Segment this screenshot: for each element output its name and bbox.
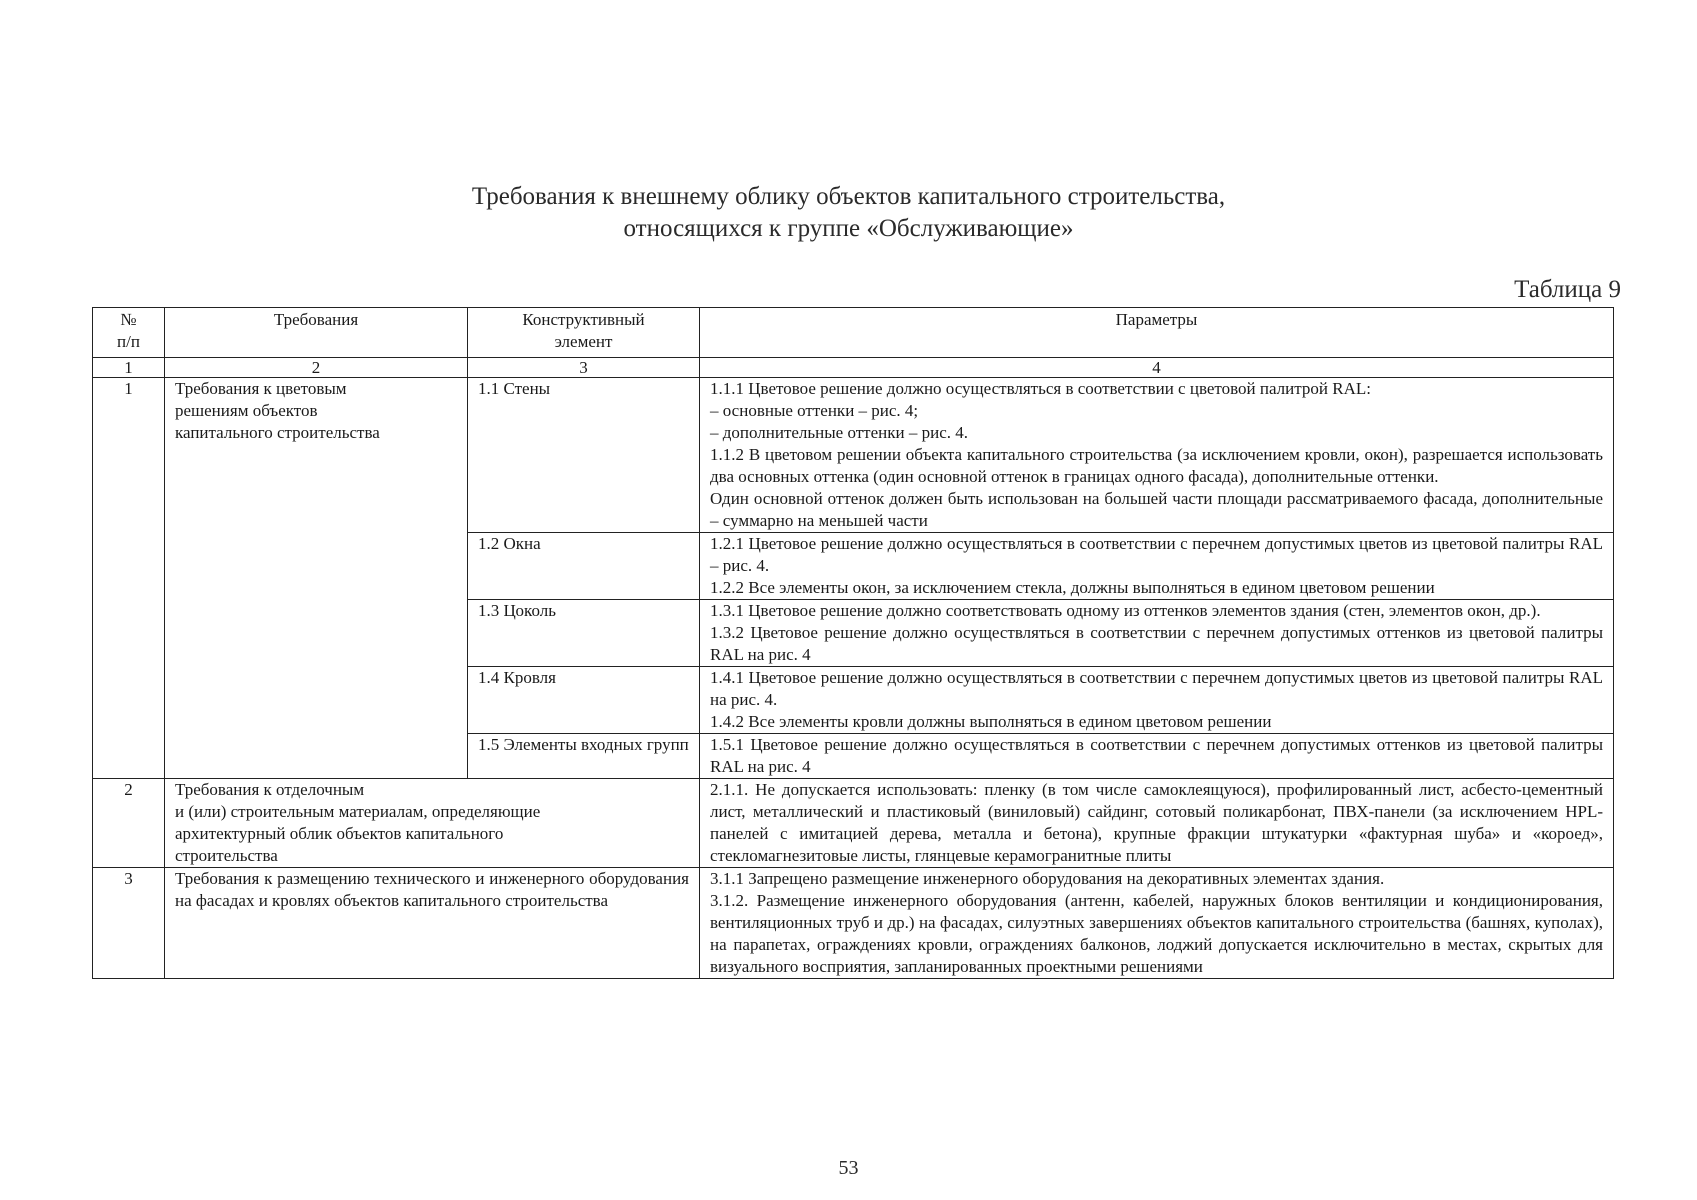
element-cell: 1.5 Элементы входных групп (468, 734, 700, 779)
table-row (93, 378, 1614, 533)
parameters-cell: 1.3.1 Цветовое решение должно соответствовать одному из оттенков элементов здания (стен, элементов окон, др.). 1.3.2 Цветовое решение должно осуществляться в соответствии с перечнем допустимых оттенков из цветовой палитры RAL на рис. 4 (700, 600, 1614, 667)
parameters-cell: 2.1.1. Не допускается использовать: пленку (в том числе самоклеящуюся), профилированный лист, асбесто-цементный лист, металлический и пластиковый (виниловый) сайдинг, сотовый поликарбонат, ПВХ-панели (за исключением HPL-панелей с имитацией дерева, металла и бетона), крупные фракции штукатурки «фактурная шуба» и «короед», стекломагнезитовые листы, глянцевые керамогранитные плиты (700, 779, 1614, 868)
header-parameters: Параметры (700, 308, 1614, 358)
index-cell: 4 (700, 358, 1614, 378)
requirements-table (92, 307, 1614, 979)
index-row (93, 358, 1614, 378)
table-row (93, 779, 1614, 868)
element-cell: 1.4 Кровля (468, 667, 700, 734)
header-requirements: Требования (165, 308, 468, 358)
document-title (0, 181, 1697, 245)
header-number: № п/п (93, 308, 165, 358)
requirement-cell: Требования к цветовым решениям объектов капитального строительства (165, 378, 468, 779)
row-number: 2 (93, 779, 165, 868)
title-line-2: относящихся к группе «Обслуживающие» (623, 215, 1074, 242)
requirement-cell: Требования к отделочным и (или) строительным материалам, определяющие архитектурный облик объектов капитального строительства (165, 779, 700, 868)
title-line-1: Требования к внешнему облику объектов капитального строительства, (471, 183, 1226, 210)
table-label: Таблица 9 (1514, 276, 1621, 303)
requirement-cell: Требования к размещению технического и инженерного оборудования на фасадах и кровлях объектов капитального строительства (165, 868, 700, 979)
index-cell: 2 (165, 358, 468, 378)
parameters-cell: 1.2.1 Цветовое решение должно осуществляться в соответствии с перечнем допустимых цветов из цветовой палитры RAL – рис. 4. 1.2.2 Все элементы окон, за исключением стекла, должны выполняться в едином цветовом решении (700, 533, 1614, 600)
element-cell: 1.3 Цоколь (468, 600, 700, 667)
parameters-cell: 3.1.1 Запрещено размещение инженерного оборудования на декоративных элементах здания. 3.1.2. Размещение инженерного оборудования (антенн, кабелей, наружных блоков вентиляции и кондиционирования, вентиляционных труб и др.) на фасадах, силуэтных завершениях объектов капитального строительства (башнях, куполах), на парапетах, ограждениях кровли, ограждениях балконов, лоджий допускается исключительно в местах, скрытых для визуального восприятия, запланированных проектными решениями (700, 868, 1614, 979)
page-number: 53 (838, 1157, 859, 1179)
header-row (93, 308, 1614, 358)
parameters-cell: 1.5.1 Цветовое решение должно осуществляться в соответствии с перечнем допустимых оттенков из цветовой палитры RAL на рис. 4 (700, 734, 1614, 779)
index-cell: 1 (93, 358, 165, 378)
table-row (93, 868, 1614, 979)
row-number: 3 (93, 868, 165, 979)
index-cell: 3 (468, 358, 700, 378)
row-number: 1 (93, 378, 165, 779)
parameters-cell: 1.4.1 Цветовое решение должно осуществляться в соответствии с перечнем допустимых цветов из цветовой палитры RAL на рис. 4. 1.4.2 Все элементы кровли должны выполняться в едином цветовом решении (700, 667, 1614, 734)
header-element: Конструктивный элемент (468, 308, 700, 358)
element-cell: 1.1 Стены (468, 378, 700, 533)
parameters-cell: 1.1.1 Цветовое решение должно осуществляться в соответствии с цветовой палитрой RAL: – основные оттенки – рис. 4; – дополнительные оттенки – рис. 4. 1.1.2 В цветовом решении объекта капитального строительства (за исключением кровли, окон), разрешается использовать два основных оттенка (один основной оттенок в границах одного фасада), дополнительные оттенки. Один основной оттенок должен быть использован на большей части площади рассматриваемого фасада, дополнительные – суммарно на меньшей части (700, 378, 1614, 533)
element-cell: 1.2 Окна (468, 533, 700, 600)
